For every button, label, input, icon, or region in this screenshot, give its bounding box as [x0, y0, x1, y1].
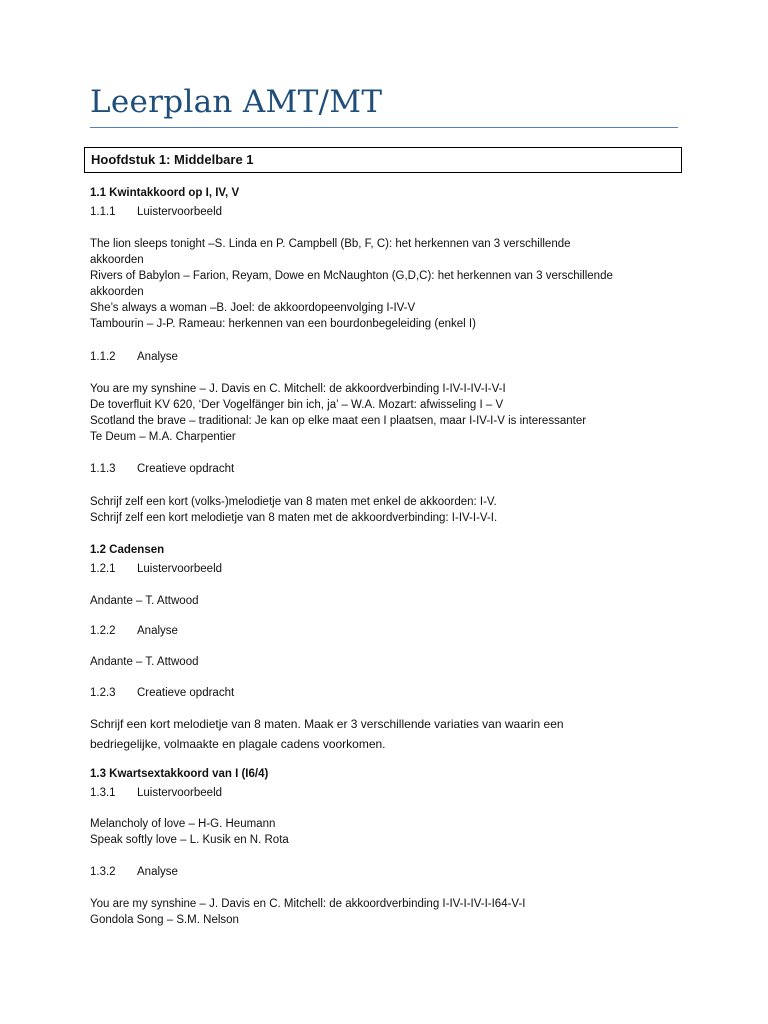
text-line: bedriegelijke, volmaakte en plagale cadens voorkomen. [90, 737, 386, 751]
document-title: Leerplan AMT/MT [90, 84, 383, 120]
text-line: Gondola Song – S.M. Nelson [90, 914, 239, 926]
subsection-number: 1.2.1 [90, 563, 116, 575]
subsection-heading [90, 351, 178, 363]
text-line: The lion sleeps tonight –S. Linda en P. Campbell (Bb, F, C): het herkennen van 3 verschillende [90, 238, 571, 250]
text-line: You are my synshine – J. Davis en C. Mitchell: de akkoordverbinding I-IV-I-IV-I-V-I [90, 383, 506, 395]
chapter-title: Hoofdstuk 1: Middelbare 1 [91, 152, 254, 167]
subsection-label: Luistervoorbeeld [137, 563, 223, 575]
subsection-number: 1.3.1 [90, 787, 116, 799]
subsection-number: 1.1.2 [90, 351, 116, 363]
subsection-number: 1.2.3 [90, 687, 116, 699]
subsection-heading [90, 687, 234, 699]
text-line: akkoorden [90, 254, 144, 266]
subsection-label: Luistervoorbeeld [137, 206, 223, 218]
subsection-label: Creatieve opdracht [137, 463, 235, 475]
text-line: Schrijf zelf een kort melodietje van 8 maten met de akkoordverbinding: I-IV-I-V-I. [90, 512, 498, 524]
text-line: She’s always a woman –B. Joel: de akkoordopeenvolging I-IV-V [90, 302, 416, 314]
subsection-label: Analyse [137, 625, 178, 637]
text-line: Scotland the brave – traditional: Je kan op elke maat een I plaatsen, maar I-IV-I-V is interessanter [90, 415, 587, 427]
subsection-label: Analyse [137, 351, 178, 363]
subsection-heading [90, 866, 178, 878]
section-heading-1-1: 1.1 Kwintakkoord op I, IV, V [90, 187, 240, 199]
title-underline [90, 127, 678, 128]
text-line: Andante – T. Attwood [90, 656, 199, 668]
subsection-label: Creatieve opdracht [137, 687, 235, 699]
text-line: Tambourin – J-P. Rameau: herkennen van een bourdonbegeleiding (enkel I) [90, 318, 476, 330]
subsection-number: 1.1.3 [90, 463, 116, 475]
subsection-number: 1.1.1 [90, 206, 116, 218]
text-line: Schrijf een kort melodietje van 8 maten. Maak er 3 verschillende variaties van waarin een [90, 717, 564, 731]
text-line: De toverfluit KV 620, ‘Der Vogelfänger bin ich, ja’ – W.A. Mozart: afwisseling I – V [90, 399, 504, 411]
text-line: Te Deum – M.A. Charpentier [90, 431, 236, 443]
text-line: akkoorden [90, 286, 144, 298]
subsection-heading [90, 787, 222, 799]
text-line: Speak softly love – L. Kusik en N. Rota [90, 834, 289, 846]
subsection-heading [90, 563, 222, 575]
subsection-number: 1.3.2 [90, 866, 116, 878]
text-line: Melancholy of love – H-G. Heumann [90, 818, 276, 830]
subsection-label: Analyse [137, 866, 178, 878]
subsection-heading [90, 625, 178, 637]
text-line: Andante – T. Attwood [90, 595, 199, 607]
section-heading-1-3: 1.3 Kwartsextakkoord van I (I6/4) [90, 768, 269, 780]
chapter-box [84, 147, 682, 173]
subsection-heading [90, 206, 222, 218]
text-line: Rivers of Babylon – Farion, Reyam, Dowe en McNaughton (G,D,C): het herkennen van 3 verschillende [90, 270, 613, 282]
subsection-number: 1.2.2 [90, 625, 116, 637]
text-line: You are my synshine – J. Davis en C. Mitchell: de akkoordverbinding I-IV-I-IV-I-I64-V-I [90, 898, 526, 910]
section-heading-1-2: 1.2 Cadensen [90, 544, 165, 556]
subsection-heading [90, 463, 234, 475]
text-line: Schrijf zelf een kort (volks-)melodietje van 8 maten met enkel de akkoorden: I-V. [90, 496, 497, 508]
subsection-label: Luistervoorbeeld [137, 787, 223, 799]
